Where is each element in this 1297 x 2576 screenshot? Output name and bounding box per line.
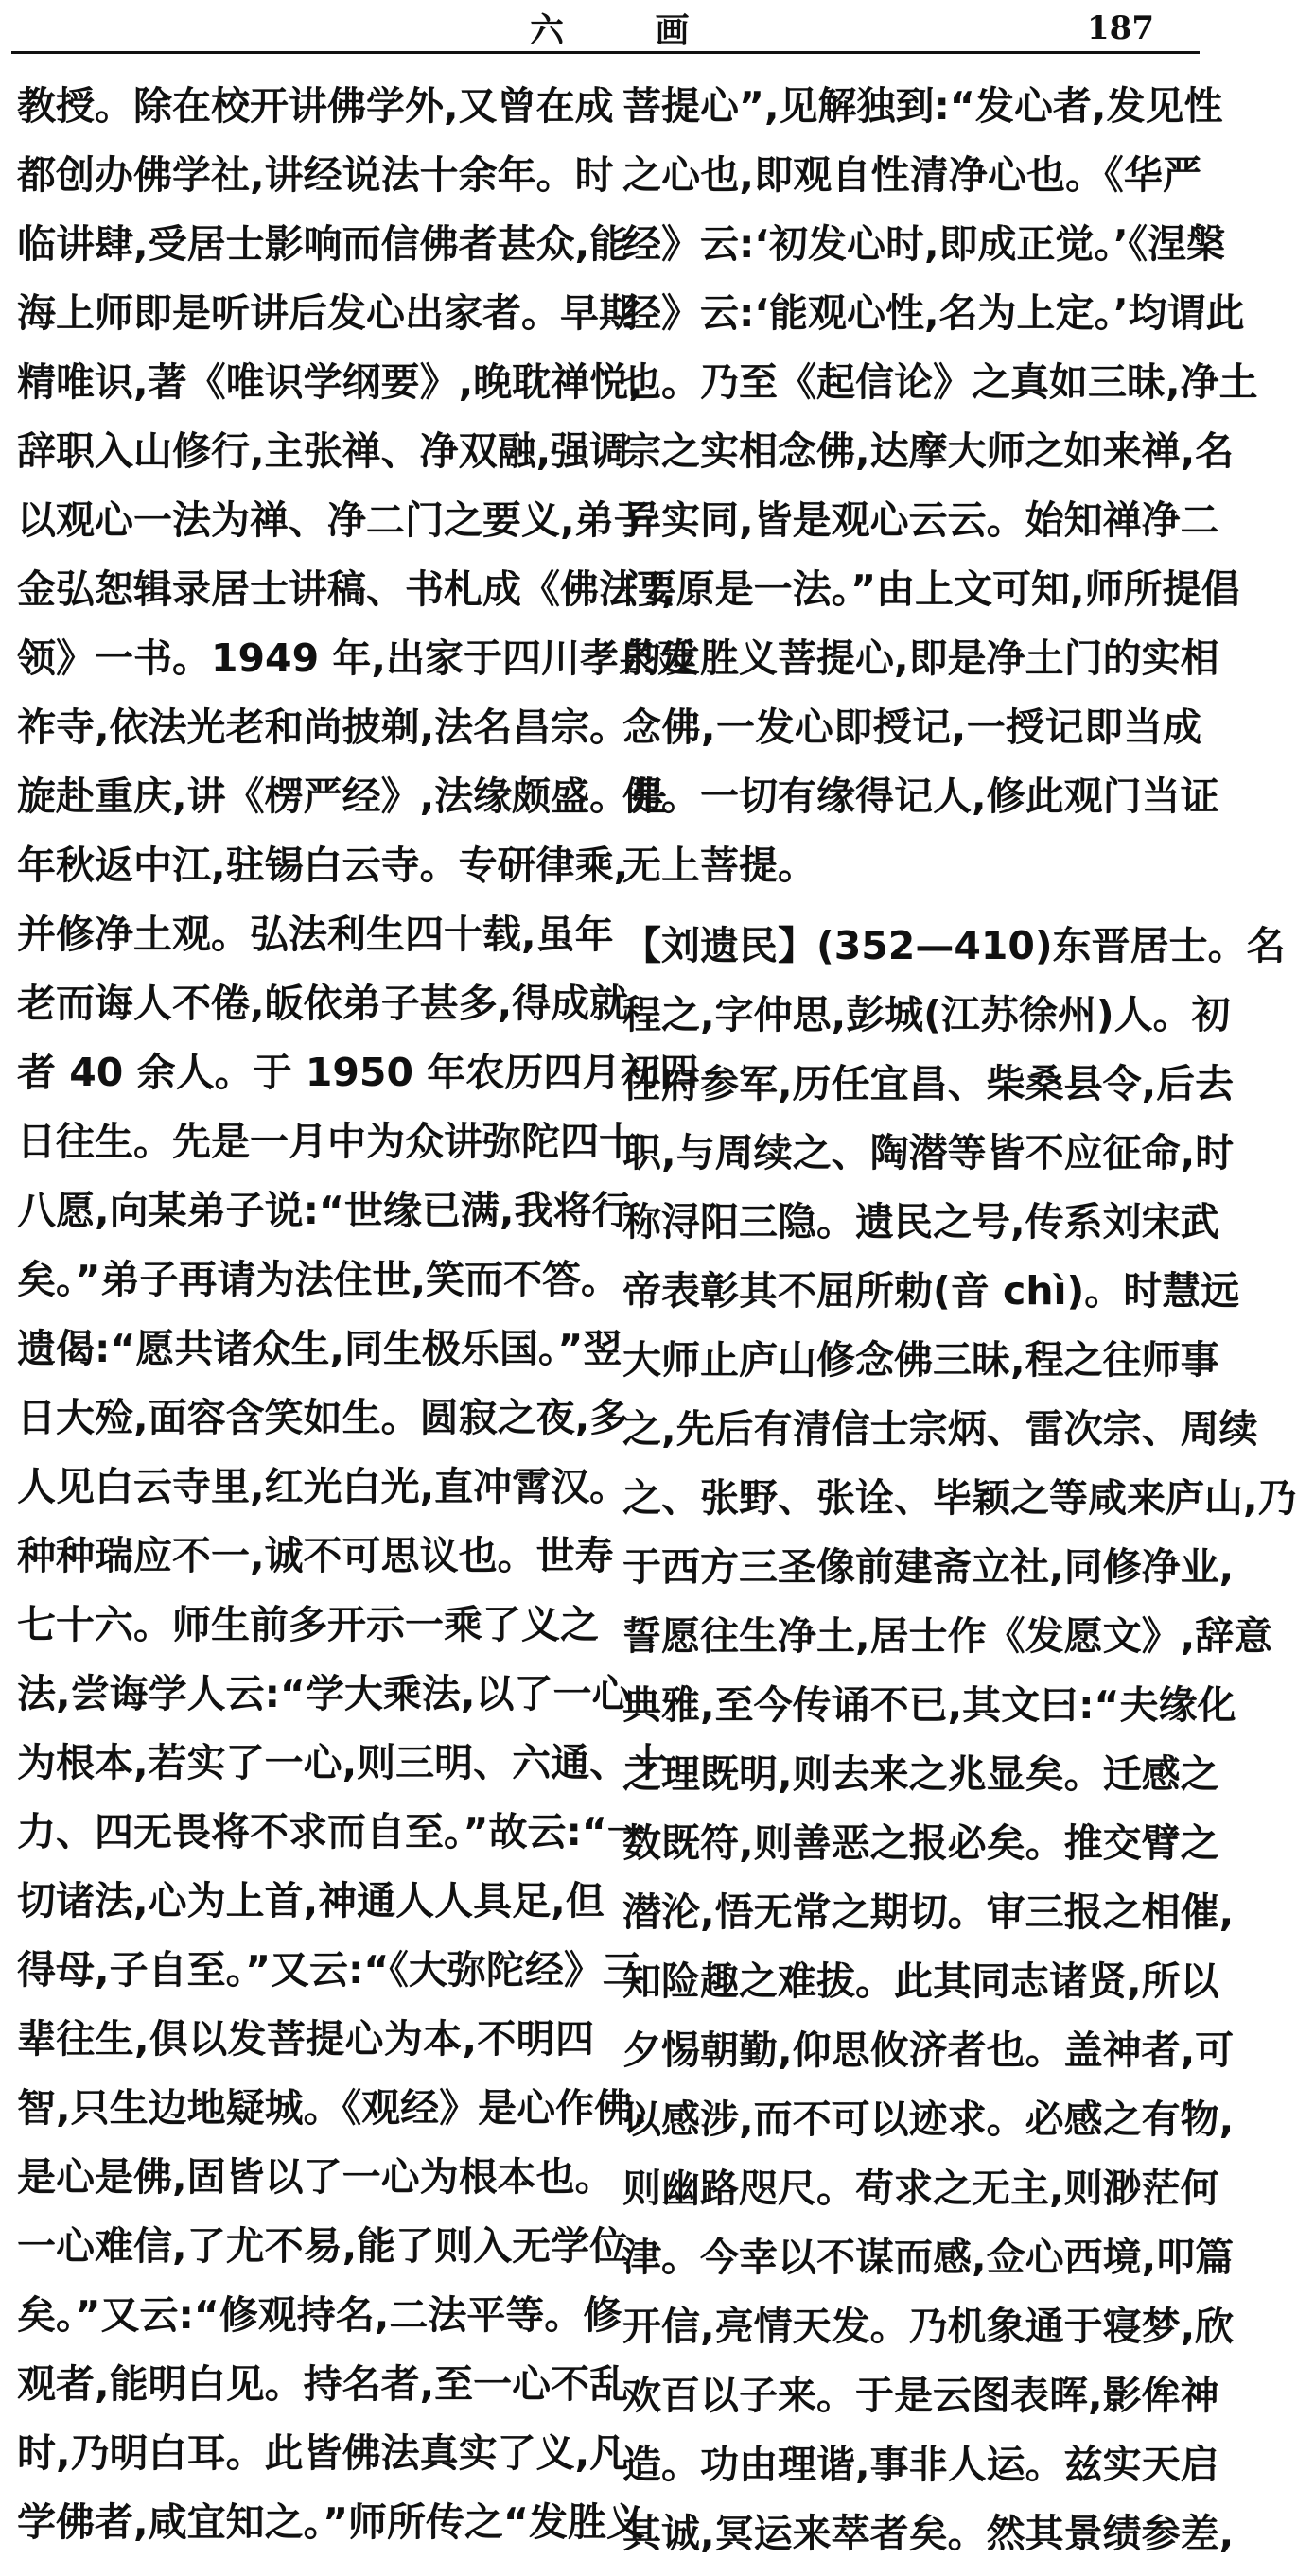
text-line: 之心也,即观自性清净心也。《华严: [622, 152, 1201, 198]
entry-headword: 【刘遗民】: [622, 923, 816, 968]
entry-dates-text: (352—410)东晋居士。名: [816, 923, 1286, 968]
text-line: 程之,字仲思,彭城(江苏徐州)人。初: [622, 992, 1231, 1037]
text-line: 矣。”弟子再请为法住世,笑而不答。: [17, 1257, 621, 1302]
text-line: 以观心一法为禅、净二门之要义,弟子: [17, 497, 653, 543]
text-line: 临讲肆,受居士影响而信佛者甚众,能: [17, 221, 629, 267]
text-line: 的发胜义菩提心,即是净土门的实相: [622, 635, 1219, 681]
text-line: 之、张野、张诠、毕颖之等咸来庐山,乃: [622, 1475, 1297, 1521]
text-line: 津。今幸以不谋而感,佥心西境,叩篇: [622, 2235, 1235, 2280]
text-line: 欢百以子来。于是云图表晖,影侔神: [622, 2373, 1219, 2418]
text-line: 大师止庐山修念佛三昧,程之往师事: [622, 1337, 1219, 1383]
text-line: 者 40 余人。于 1950 年农历四月初四: [17, 1050, 699, 1095]
text-line: 也。乃至《起信论》之真如三昧,净土: [622, 359, 1258, 405]
text-line: 之,先后有清信士宗炳、雷次宗、周续: [622, 1406, 1258, 1452]
text-line: 任府参军,历任宜昌、柴桑县令,后去: [622, 1061, 1235, 1106]
text-line: 观者,能明白见。持名者,至一心不乱: [17, 2361, 629, 2407]
text-line: 辞职入山修行,主张禅、净双融,强调: [17, 428, 629, 474]
text-line: 领》一书。1949 年,出家于四川孝泉延: [17, 635, 696, 681]
text-line: 于西方三圣像前建斋立社,同修净业,: [622, 1544, 1235, 1590]
text-line: 知险趣之难拔。此其同志诸贤,所以: [622, 1958, 1219, 2004]
text-line: 金弘恕辑录居士讲稿、书札成《佛法要: [17, 566, 676, 612]
text-line: 誓愿往生净土,居士作《发愿文》,辞意: [622, 1613, 1273, 1659]
entry-body: [622, 988, 1297, 2576]
text-line: 职,与周续之、陶潜等皆不应征命,时: [622, 1130, 1235, 1175]
text-line: 称浔阳三隐。遗民之号,传系刘宋武: [622, 1199, 1219, 1244]
text-line: 为根本,若实了一心,则三明、六通、十: [17, 1740, 668, 1785]
text-line: 以感涉,而不可以迹求。必感之有物,: [622, 2097, 1235, 2142]
text-line: 法,尝诲学人云:“学大乘法,以了一心: [17, 1671, 631, 1716]
text-line: 都创办佛学社,讲经说法十余年。时: [17, 152, 614, 198]
text-line: 造。功由理谐,事非人运。兹实天启: [622, 2442, 1219, 2487]
preceding-entry-continuation: [622, 79, 1258, 908]
text-line: 学佛者,咸宜知之。”师所传之“发胜义: [17, 2499, 645, 2545]
text-line: 则幽路咫尺。苟求之无主,则渺茫何: [622, 2166, 1219, 2211]
text-line: 经》云:‘初发心时,即成正觉。’《涅槃: [622, 221, 1226, 267]
header-rule: [11, 51, 1200, 54]
page-header: [0, 0, 1209, 55]
text-line: 典雅,至今传诵不已,其文曰:“夫缘化: [622, 1682, 1236, 1728]
text-line: 日往生。先是一月中为众讲弥陀四十: [17, 1119, 638, 1164]
text-line: 遗偈:“愿共诸众生,同生极乐国。”翌: [17, 1326, 622, 1371]
text-line: 念佛,一发心即授记,一授记即当成: [622, 705, 1201, 750]
text-line: 菩提心”,见解独到:“发心者,发见性: [622, 83, 1223, 129]
text-line: 人见白云寺里,红光白光,直冲霄汉。: [17, 1464, 629, 1509]
text-line: 日大殓,面容含笑如生。圆寂之夜,多: [17, 1395, 629, 1440]
text-line: 宗之实相念佛,达摩大师之如来禅,名: [622, 428, 1235, 474]
text-line: 时,乃明白耳。此皆佛法真实了义,凡: [17, 2430, 629, 2476]
text-line: 种种瑞应不一,诚不可思议也。世寿: [17, 1533, 614, 1578]
entry-first-line: [622, 919, 1286, 988]
text-line: 精唯识,著《唯识学纲要》,晚耽禅悦,: [17, 359, 643, 405]
text-line: 帝表彰其不屈所勅(音 chì)。时慧远: [622, 1268, 1240, 1314]
right-column: [622, 79, 1297, 2576]
text-line: 切诸法,心为上首,神通人人具足,但: [17, 1878, 605, 1923]
text-line: 异实同,皆是观心云云。始知禅净二: [622, 497, 1219, 543]
text-line: 其诚,冥运来萃者矣。然其景绩参差,: [622, 2511, 1235, 2556]
text-line: 之理既明,则去来之兆显矣。迁感之: [622, 1751, 1219, 1797]
text-line: 经》云:‘能观心性,名为上定。’均谓此: [622, 290, 1245, 336]
text-line: 并修净土观。弘法利生四十载,虽年: [17, 912, 614, 957]
text-line: 佛。一切有缘得记人,修此观门当证: [622, 774, 1219, 819]
text-line: 得母,子自至。”又云:“《大弥陀经》三: [17, 1947, 641, 1993]
text-line: 潜沦,悟无常之期切。审三报之相催,: [622, 1889, 1235, 1935]
text-line: 海上师即是听讲后发心出家者。早期: [17, 290, 638, 336]
text-line: 旋赴重庆,讲《楞严经》,法缘颇盛。是: [17, 774, 668, 819]
text-line: 一心难信,了尤不易,能了则入无学位: [17, 2223, 629, 2269]
text-line: 年秋返中江,驻锡白云寺。专研律乘,: [17, 843, 629, 888]
text-line: 八愿,向某弟子说:“世缘已满,我将行: [17, 1188, 631, 1233]
text-line: 祚寺,依法光老和尚披剃,法名昌宗。: [17, 705, 629, 750]
text-line: 是心是佛,固皆以了一心为根本也。: [17, 2154, 614, 2200]
text-line: 开信,亮情天发。乃机象通于寝梦,欣: [622, 2304, 1235, 2349]
text-line: 教授。除在校开讲佛学外,又曾在成: [17, 83, 614, 129]
text-line: 老而诲人不倦,皈依弟子甚多,得成就: [17, 981, 629, 1026]
text-line: 力、四无畏将不求而自至。”故云:“一: [17, 1809, 646, 1854]
text-line: 辈往生,俱以发菩提心为本,不明四: [17, 2016, 594, 2062]
text-line: 矣。”又云:“修观持名,二法平等。修: [17, 2292, 622, 2338]
page-number: 187: [1087, 9, 1154, 47]
text-line: 七十六。师生前多开示一乘了义之: [17, 1602, 599, 1647]
text-line: 夕惕朝勤,仰思攸济者也。盖神者,可: [622, 2028, 1235, 2073]
text-line: 无上菩提。: [622, 843, 816, 888]
text-line: 门,原是一法。”由上文可知,师所提倡: [622, 566, 1240, 612]
section-title: 六 画: [530, 11, 729, 50]
text-line: 数既符,则善恶之报必矣。推交臂之: [622, 1820, 1219, 1866]
left-column: [17, 79, 699, 2565]
text-line: 智,只生边地疑城。《观经》是心作佛,: [17, 2085, 648, 2131]
